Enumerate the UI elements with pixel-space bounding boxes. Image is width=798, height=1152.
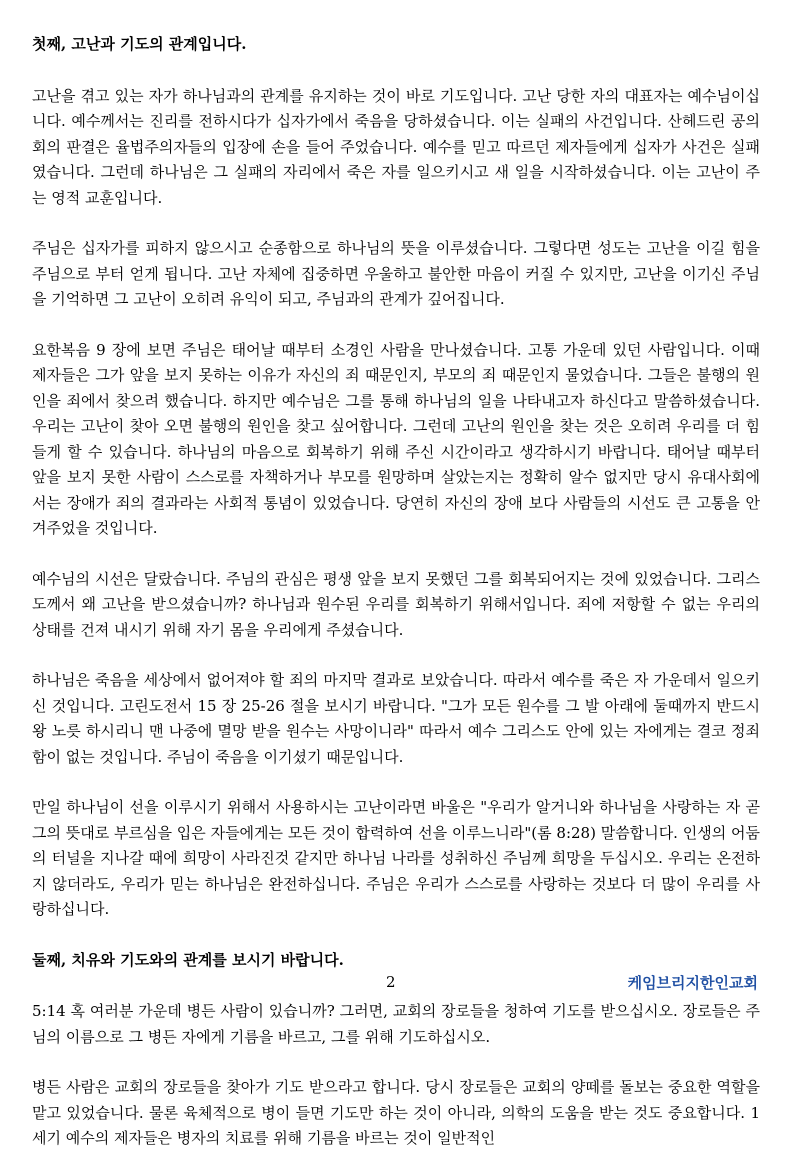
paragraph: 주님은 십자가를 피하지 않으시고 순종함으로 하나님의 뜻을 이루셨습니다. 그렇다면 성도는 고난을 이길 힘을 주님으로 부터 얻게 됩니다. 고난 자체에 집중하면 우울하고 불안한 마음이 커질 수 있지만, 고난을 이기신 주님을 기억하면 그 고난이 오히려 유익이 되고, 주님과의 관계가 깊어집니다. [32,239,760,308]
paragraph: 예수님의 시선은 달랐습니다. 주님의 관심은 평생 앞을 보지 못했던 그를 회복되어지는 것에 있었습니다. 그리스도께서 왜 고난을 받으셨습니까? 하나님과 원수된 우리를 회복하기 위해서입니다. 죄에 저항할 수 없는 우리의 상태를 건져 내시기 위해 자기 몸을 우리에게 주셨습니다. [32,569,760,639]
paragraph: 5:14 혹 여러분 가운데 병든 사람이 있습니까? 그러면, 교회의 장로들을 청하여 기도를 받으십시오. 장로들은 주님의 이름으로 그 병든 자에게 기름을 바르고, 그를 위해 기도하십시오. [32,1002,760,1046]
paragraph: 만일 하나님이 선을 이루시기 위해서 사용하시는 고난이라면 바울은 "우리가 알거니와 하나님을 사랑하는 자 곧 그의 뜻대로 부르심을 입은 자들에게는 모든 것이 합력하여 선을 이루느니라"(롬 8:28) 말씀합니다. 인생의 어둠의 터널을 지나갈 때에 희망이 사라진것 같지만 하나님 나라를 성취하신 주님께 희망을 두십시오. 우리는 온전하지 않더라도, 우리가 믿는 하나님은 완전하십니다. 주님은 우리가 스스로를 사랑하는 것보다 더 많이 우리를 사랑하십니다. [32,798,760,918]
paragraph: 병든 사람은 교회의 장로들을 찾아가 기도 받으라고 합니다. 당시 장로들은 교회의 양떼를 돌보는 중요한 역할을 맡고 있었습니다. 물론 육체적으로 병이 들면 기도만 하는 것이 아니라, 의학의 도움을 받는 것도 중요합니다. 1 세기 예수의 제자들은 병자의 치료를 위해 기름을 바르는 것이 일반적인 [32,1078,760,1147]
section-heading-2: 둘째, 치유와 기도와의 관계를 보시기 바랍니다. [32,950,344,969]
paragraph: 고난을 겪고 있는 자가 하나님과의 관계를 유지하는 것이 바로 기도입니다. 고난 당한 자의 대표자는 예수님이십니다. 예수께서는 진리를 전하시다가 십자가에서 죽음을 당하셨습니다. 이는 실패의 사건입니다. 산헤드린 공의회의 판결은 율법주의자들의 입장에 손을 들어 주었습니다. 예수를 믿고 따르던 제자들에게 십자가 사건은 실패였습니다. 그런데 하나님은 그 실패의 자리에서 죽은 자를 일으키시고 새 일을 시작하셨습니다. 이는 고난이 주는 영적 교훈입니다. [32,86,760,207]
church-name: 케임브리지한인교회 [627,974,758,992]
page-number: 2 [386,973,396,991]
section-heading-1: 첫째, 고난과 기도의 관계입니다. [32,35,247,53]
paragraph: 하나님은 죽음을 세상에서 없어져야 할 죄의 마지막 결과로 보았습니다. 따라서 예수를 죽은 자 가운데서 일으키신 것입니다. 고린도전서 15 장 25-26 절을 보시기 바랍니다. "그가 모든 원수를 그 발 아래에 둘때까지 반드시 왕 노릇 하시리니 맨 나중에 멸망 받을 원수는 사망이니라" 따라서 예수 그리스도 안에 있는 자에게는 결코 정죄함이 없는 것입니다. 주님이 죽음을 이기셨기 때문입니다. [32,671,760,766]
paragraph: 요한복음 9 장에 보면 주님은 태어날 때부터 소경인 사람을 만나셨습니다. 고통 가운데 있던 사람입니다. 이때 제자들은 그가 앞을 보지 못하는 이유가 자신의 죄 때문인지, 부모의 죄 때문인지 물었습니다. 그들은 불행의 원인을 죄에서 찾으려 했습니다. 하지만 예수님은 그를 통해 하나님의 일을 나타내고자 하신다고 말씀하셨습니다. 우리는 고난이 찾아 오면 불행의 원인을 찾고 싶어합니다. 그런데 고난의 원인을 찾는 것은 오히려 우리를 더 힘들게 할 수 있습니다. 하나님의 마음으로 회복하기 위해 주신 시간이라고 생각하시기 바랍니다. 태어날 때부터 앞을 보지 못한 사람이 스스로를 자책하거나 부모를 원망하며 살았는지는 정확히 알수 없지만 당시 유대사회에서는 장애가 죄의 결과라는 사회적 통념이 있었습니다. 당연히 자신의 장애 보다 사람들의 시선도 큰 고통을 안겨주었을 것입니다. [32,340,760,537]
